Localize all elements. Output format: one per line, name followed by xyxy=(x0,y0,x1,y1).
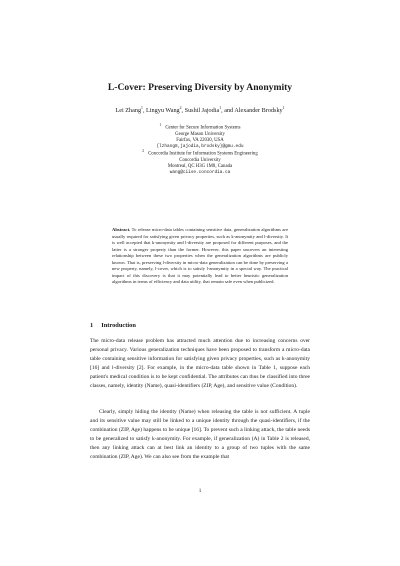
affiliation-email: {lzhang8,jajodia,brodsky}@gmu.edu xyxy=(156,144,244,150)
page-number: 1 xyxy=(198,488,202,494)
author-name: Lei Zhang xyxy=(115,107,142,115)
paper-title: L-Cover: Preserving Diversity by Anonymity xyxy=(107,82,293,93)
author-name: Sushil Jajodia xyxy=(184,107,220,115)
affiliation-mark: 2 xyxy=(142,149,145,153)
abstract-label: Abstract. xyxy=(112,227,131,232)
author-mark: 1 xyxy=(141,106,143,110)
author-separator: , xyxy=(181,107,185,115)
section-title: Introduction xyxy=(101,322,136,329)
author-mark: 1 xyxy=(219,106,222,110)
affiliation-line: Fairfax, VA 22030, USA xyxy=(176,138,224,144)
affiliation-1 xyxy=(0,122,400,151)
author-separator: , and xyxy=(221,107,235,115)
affiliation-email: wang@ciise.concordia.ca xyxy=(169,170,231,176)
affiliation-2 xyxy=(0,148,400,177)
author-separator: , xyxy=(142,107,147,115)
body-paragraph: Clearly, simply hiding the identity (Name) when releasing the table is not sufficient. A tuple and its sensitive value may still be linked to a unique identity through the quasi-identifiers, if the combination (ZIP, Age) happens to be unique [16]. To prevent such a linking attack, the table needs to be generalized to satisfy k-anonymity. For example, if generalization (A) in Table 2 is released, then any linking attack can at best link an identity to a group of two tuples with the same combination (ZIP, Age). We can also see from the example that xyxy=(90,409,310,460)
affiliation-line: Concordia Institute for Information Systems Engineering xyxy=(148,151,258,157)
abstract xyxy=(112,227,288,286)
affiliation-line: Montreal, QC H3G 1M8, Canada xyxy=(167,164,233,170)
author-name: Alexander Brodsky xyxy=(234,107,283,115)
section-number: 1 xyxy=(90,322,94,329)
affiliation-line: Center for Secure Information Systems xyxy=(165,125,241,131)
affiliation-line: George Mason University xyxy=(175,131,225,137)
affiliation-line: Concordia University xyxy=(179,157,221,163)
affiliation-mark: 1 xyxy=(159,123,162,127)
author-mark: 1 xyxy=(282,106,285,110)
author-list xyxy=(0,106,400,114)
author-name: Lingyu Wang xyxy=(146,107,180,115)
body-paragraph: The micro-data release problem has attracted much attention due to increasing concerns over personal privacy. Various generalization techniques have been proposed to transform a micro-data table containing sensitive information for satisfying given privacy properties, such as k-anonymity [16] and l-diversity [2]. For example, in the micro-data table shown in Table 1, suppose each patient's medical condition is to be kept confidential. The attributes can thus be classified into three classes, namely, identity (Name), quasi-identifiers (ZIP, Age), and sensitive value (Condition). xyxy=(90,338,310,389)
section-heading xyxy=(90,322,136,329)
author-mark: 2 xyxy=(179,106,182,110)
abstract-text: To release micro-data tables containing sensitive data, generalization algorithms are usually required for satisfying given privacy properties, such as k-anonymity and l-diversity. It is well accepted that k-anonymity and l-diversity are proposed for different purposes, and the latter is a stronger property than the former. However, this paper uncovers an interesting relationship between these two properties when the generalization algorithms are publicly known. That is, preserving l-diversity in micro-data generalization can be done by preserving a new property, namely, l-cover, which is to satisfy l-anonymity in a special way. The practical impact of this discovery is that it may potentially lead to better heuristic generalization algorithms in terms of efficiency and data utility, that remain safe even when publicized. xyxy=(112,227,288,285)
